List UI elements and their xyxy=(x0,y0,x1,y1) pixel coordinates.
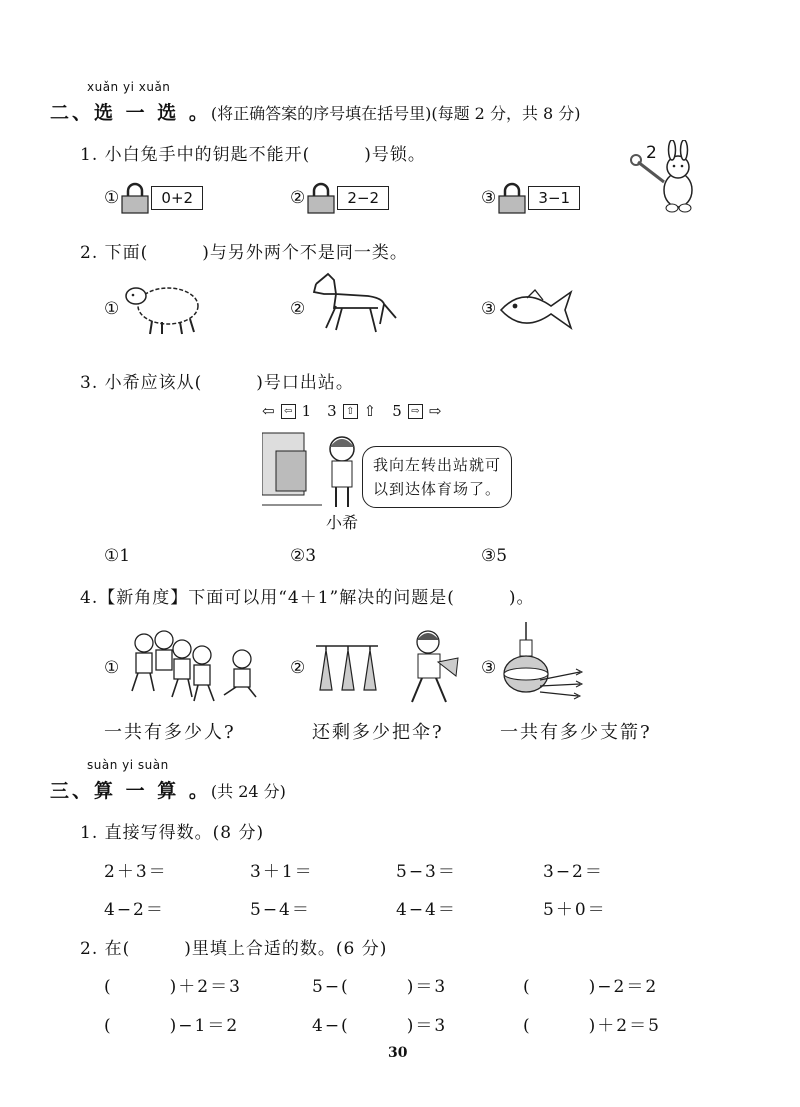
q3-text: 3. 小希应该从( )号口出站。 xyxy=(80,373,354,393)
speech-bubble xyxy=(362,446,512,508)
fish-image xyxy=(497,284,575,334)
lock-option-3 xyxy=(481,182,580,214)
exit-signs xyxy=(262,402,441,420)
section3-title: 三、算 一 算 。 xyxy=(50,780,211,802)
exit-5-label: 5 xyxy=(392,402,402,420)
q4-text: 4.【新角度】下面可以用“4＋1”解决的问题是( )。 xyxy=(80,588,535,608)
children-running-image xyxy=(124,625,274,705)
padlock-icon xyxy=(119,182,151,214)
equation: 5＋0＝ xyxy=(543,900,607,920)
lock-option-1 xyxy=(104,182,203,214)
padlock-icon xyxy=(496,182,528,214)
q4-caption-1: 一共有多少人? xyxy=(104,722,236,743)
option-mark: ② xyxy=(290,188,306,208)
section3-note: (共 24 分) xyxy=(210,782,286,801)
up-arrow-icon: ⇧ xyxy=(343,404,358,419)
q2-option-3: ③ xyxy=(481,299,497,319)
left-arrow-icon: ⇦ xyxy=(281,404,296,419)
lock-expression: 3−1 xyxy=(528,186,580,210)
equation: 5−4＝ xyxy=(250,900,311,920)
option-mark: ③ xyxy=(481,188,497,208)
rabbit-with-key-image xyxy=(628,140,703,220)
arrow-quiver-image xyxy=(500,620,584,706)
station-gate-image xyxy=(262,425,362,513)
fill-blank-equation: 5−( )＝3 xyxy=(312,977,448,997)
right-arrow-icon: ⇨ xyxy=(428,402,442,420)
equation: 3−2＝ xyxy=(543,862,604,882)
page-number: 30 xyxy=(388,1045,408,1061)
equation: 5−3＝ xyxy=(396,862,457,882)
section3-header xyxy=(50,776,286,803)
q4-caption-3: 一共有多少支箭? xyxy=(500,722,652,743)
horse-image xyxy=(306,270,401,338)
umbrellas-image xyxy=(312,640,382,700)
exit-1-label: 1 xyxy=(301,402,312,420)
q3-option-2: ②3 xyxy=(290,546,317,566)
bubble-line-1: 我向左转出站就可 xyxy=(373,456,502,474)
padlock-icon xyxy=(305,182,337,214)
fill-blank-equation: ( )＋2＝5 xyxy=(523,1016,661,1036)
q4-mark-3: ③ xyxy=(481,658,497,678)
section2-title: 二、选 一 选 。 xyxy=(50,102,211,124)
q3-option-1: ①1 xyxy=(104,546,131,566)
section2-pinyin: xuǎn yi xuǎn xyxy=(87,80,171,94)
q4-mark-1: ① xyxy=(104,658,120,678)
lock-expression: 0+2 xyxy=(151,186,203,210)
q2-text: 2. 下面( )与另外两个不是同一类。 xyxy=(80,243,408,263)
lock-expression: 2−2 xyxy=(337,186,389,210)
up-arrow-icon: ⇧ xyxy=(363,402,377,420)
q4-mark-2: ② xyxy=(290,658,306,678)
exit-3-label: 3 xyxy=(327,402,337,420)
option-mark: ① xyxy=(104,188,120,208)
section2-note: (将正确答案的序号填在括号里)(每题 2 分，共 8 分) xyxy=(210,104,581,123)
s3-q2-text: 2. 在( )里填上合适的数。(6 分) xyxy=(80,939,388,959)
fill-blank-equation: ( )−2＝2 xyxy=(523,977,659,997)
fill-blank-equation: ( )−1＝2 xyxy=(104,1016,240,1036)
sheep-image xyxy=(120,276,208,338)
key-number-label: 2 xyxy=(646,143,657,163)
s3-q1-text: 1. 直接写得数。(8 分) xyxy=(80,823,265,843)
q1-text: 1. 小白兔手中的钥匙不能开( )号锁。 xyxy=(80,145,426,165)
equation: 3＋1＝ xyxy=(250,862,314,882)
equation: 4−4＝ xyxy=(396,900,457,920)
q2-option-1: ① xyxy=(104,299,120,319)
left-arrow-icon: ⇦ xyxy=(262,402,275,420)
q2-option-2: ② xyxy=(290,299,306,319)
section3-pinyin: suàn yi suàn xyxy=(87,758,169,772)
q3-option-3: ③5 xyxy=(481,546,508,566)
equation: 2＋3＝ xyxy=(104,862,168,882)
section2-header xyxy=(50,98,581,125)
lock-option-2 xyxy=(290,182,389,214)
right-arrow-icon: ⇨ xyxy=(408,404,423,419)
fill-blank-equation: ( )＋2＝3 xyxy=(104,977,242,997)
q4-caption-2: 还剩多少把伞? xyxy=(312,722,444,743)
girl-name-label: 小希 xyxy=(326,513,359,532)
bubble-line-2: 以到达体育场了。 xyxy=(373,480,502,498)
boy-with-umbrellas-image xyxy=(398,628,464,706)
equation: 4−2＝ xyxy=(104,900,165,920)
fill-blank-equation: 4−( )＝3 xyxy=(312,1016,448,1036)
